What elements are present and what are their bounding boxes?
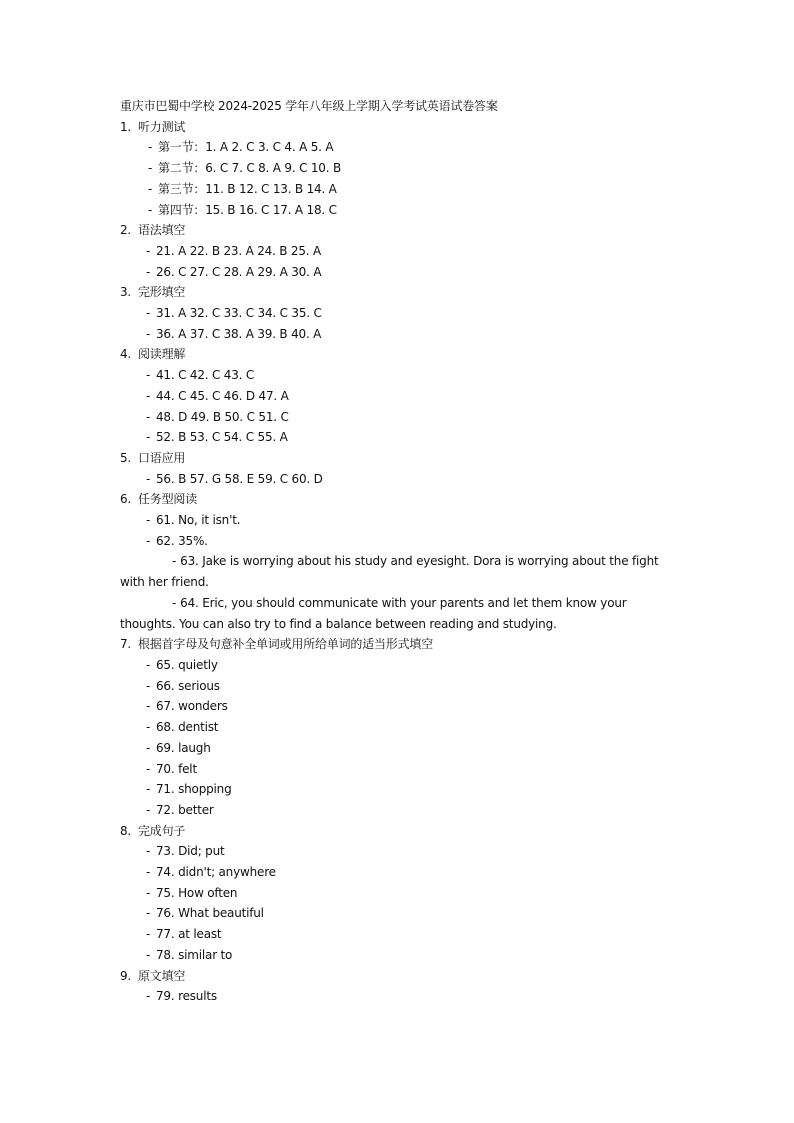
answer-item-text: 75. How often — [156, 885, 238, 900]
list-dash: - — [148, 202, 153, 217]
answer-item-text: 76. What beautiful — [156, 906, 264, 921]
answer-item — [120, 200, 680, 221]
answer-section — [120, 821, 680, 966]
list-dash: - — [146, 471, 151, 486]
answer-item-text: 52. B 53. C 54. C 55. A — [156, 430, 288, 445]
section-number: 8. — [120, 823, 132, 838]
answer-item-text: 62. 35%. — [156, 533, 208, 548]
section-heading — [120, 966, 680, 987]
answer-section — [120, 966, 680, 1007]
list-dash: - — [148, 140, 153, 155]
section-heading-text: 语法填空 — [138, 223, 186, 238]
section-number: 3. — [120, 285, 132, 300]
answer-item-text: 56. B 57. G 58. E 59. C 60. D — [156, 471, 323, 486]
answer-item-text: 第三节：11. B 12. C 13. B 14. A — [158, 181, 337, 196]
answer-item — [120, 924, 680, 945]
answer-item — [120, 986, 680, 1007]
answer-item-text: 74. didn't; anywhere — [156, 865, 276, 880]
section-heading-text: 完成句子 — [138, 823, 186, 838]
section-heading — [120, 220, 680, 241]
answer-item-text: 78. similar to — [156, 947, 233, 962]
list-dash: - — [146, 740, 151, 755]
section-number: 6. — [120, 492, 132, 507]
answer-item — [120, 386, 680, 407]
answer-section — [120, 220, 680, 282]
section-heading-text: 原文填空 — [138, 968, 186, 983]
section-heading — [120, 448, 680, 469]
answer-item-text: 36. A 37. C 38. A 39. B 40. A — [156, 326, 322, 341]
section-number: 5. — [120, 450, 132, 465]
list-dash: - — [146, 243, 151, 258]
list-dash: - — [148, 161, 153, 176]
section-number: 2. — [120, 223, 132, 238]
section-heading — [120, 489, 680, 510]
answer-item — [120, 303, 680, 324]
answer-item-text: 26. C 27. C 28. A 29. A 30. A — [156, 264, 322, 279]
list-dash: - — [146, 306, 151, 321]
answer-item — [120, 158, 680, 179]
answer-item — [120, 510, 680, 531]
list-dash: - — [172, 554, 177, 569]
answer-item — [120, 738, 680, 759]
answer-item — [120, 759, 680, 780]
list-dash: - — [146, 906, 151, 921]
answer-item — [120, 717, 680, 738]
answer-item-text: 69. laugh — [156, 740, 211, 755]
answer-sections — [120, 117, 680, 1007]
section-number: 7. — [120, 637, 132, 652]
section-heading-text: 根据首字母及句意补全单词或用所给单词的适当形式填空 — [138, 637, 434, 652]
answer-item-text: 31. A 32. C 33. C 34. C 35. C — [156, 306, 322, 321]
answer-item-text: 70. felt — [156, 761, 197, 776]
answer-item — [120, 241, 680, 262]
list-dash: - — [146, 720, 151, 735]
section-number: 1. — [120, 119, 132, 134]
section-heading-text: 完形填空 — [138, 285, 186, 300]
answer-section — [120, 117, 680, 221]
answer-item — [120, 862, 680, 883]
answer-item — [120, 551, 680, 592]
answer-item-text: 73. Did; put — [156, 844, 225, 859]
answer-item-text: 44. C 45. C 46. D 47. A — [156, 388, 289, 403]
answer-item-text: 64. Eric, you should communicate with your parents and let them know your thoughts. You can also try to find a balance between reading and studying. — [120, 595, 627, 631]
answer-section — [120, 282, 680, 344]
answer-item — [120, 179, 680, 200]
answer-document — [120, 96, 680, 1007]
answer-section — [120, 634, 680, 820]
section-heading — [120, 117, 680, 138]
answer-item-text: 65. quietly — [156, 657, 218, 672]
list-dash: - — [146, 947, 151, 962]
answer-item — [120, 324, 680, 345]
answer-item — [120, 427, 680, 448]
answer-item — [120, 531, 680, 552]
list-dash: - — [146, 368, 151, 383]
answer-item — [120, 903, 680, 924]
answer-item — [120, 945, 680, 966]
answer-item-text: 61. No, it isn't. — [156, 513, 241, 528]
answer-item-text: 63. Jake is worrying about his study and eyesight. Dora is worrying about the fight with her friend. — [120, 554, 659, 590]
list-dash: - — [146, 326, 151, 341]
section-heading-text: 阅读理解 — [138, 347, 186, 362]
answer-item-text: 21. A 22. B 23. A 24. B 25. A — [156, 243, 322, 258]
list-dash: - — [146, 782, 151, 797]
section-heading-text: 口语应用 — [138, 450, 186, 465]
list-dash: - — [146, 844, 151, 859]
answer-item-text: 79. results — [156, 989, 217, 1004]
answer-item — [120, 696, 680, 717]
section-heading — [120, 282, 680, 303]
list-dash: - — [146, 678, 151, 693]
list-dash: - — [146, 388, 151, 403]
answer-item-text: 71. shopping — [156, 782, 232, 797]
list-dash: - — [146, 885, 151, 900]
section-heading — [120, 634, 680, 655]
answer-item — [120, 655, 680, 676]
answer-item-text: 48. D 49. B 50. C 51. C — [156, 409, 289, 424]
answer-item-text: 第一节：1. A 2. C 3. C 4. A 5. A — [158, 140, 334, 155]
answer-item-text: 72. better — [156, 802, 214, 817]
answer-item-text: 41. C 42. C 43. C — [156, 368, 255, 383]
list-dash: - — [146, 865, 151, 880]
list-dash: - — [172, 595, 177, 610]
answer-section — [120, 489, 680, 634]
answer-item — [120, 137, 680, 158]
list-dash: - — [146, 430, 151, 445]
answer-item — [120, 365, 680, 386]
answer-item — [120, 883, 680, 904]
section-number: 4. — [120, 347, 132, 362]
section-heading-text: 任务型阅读 — [138, 492, 198, 507]
answer-item — [120, 841, 680, 862]
answer-item — [120, 593, 680, 634]
list-dash: - — [146, 657, 151, 672]
section-heading-text: 听力测试 — [138, 119, 186, 134]
answer-item-text: 67. wonders — [156, 699, 228, 714]
list-dash: - — [148, 181, 153, 196]
answer-item-text: 77. at least — [156, 927, 222, 942]
answer-item — [120, 779, 680, 800]
list-dash: - — [146, 533, 151, 548]
section-heading — [120, 344, 680, 365]
answer-item-text: 68. dentist — [156, 720, 219, 735]
list-dash: - — [146, 699, 151, 714]
list-dash: - — [146, 264, 151, 279]
answer-item — [120, 800, 680, 821]
list-dash: - — [146, 927, 151, 942]
answer-item — [120, 676, 680, 697]
answer-item — [120, 262, 680, 283]
list-dash: - — [146, 989, 151, 1004]
answer-section — [120, 344, 680, 448]
list-dash: - — [146, 409, 151, 424]
answer-section — [120, 448, 680, 489]
document-title: 重庆市巴蜀中学校 2024-2025 学年八年级上学期入学考试英语试卷答案 — [120, 99, 498, 113]
answer-item — [120, 407, 680, 428]
answer-item-text: 第二节：6. C 7. C 8. A 9. C 10. B — [158, 161, 341, 176]
list-dash: - — [146, 761, 151, 776]
section-heading — [120, 821, 680, 842]
answer-item-text: 66. serious — [156, 678, 220, 693]
list-dash: - — [146, 802, 151, 817]
section-number: 9. — [120, 968, 132, 983]
list-dash: - — [146, 513, 151, 528]
answer-item-text: 第四节：15. B 16. C 17. A 18. C — [158, 202, 337, 217]
answer-item — [120, 469, 680, 490]
